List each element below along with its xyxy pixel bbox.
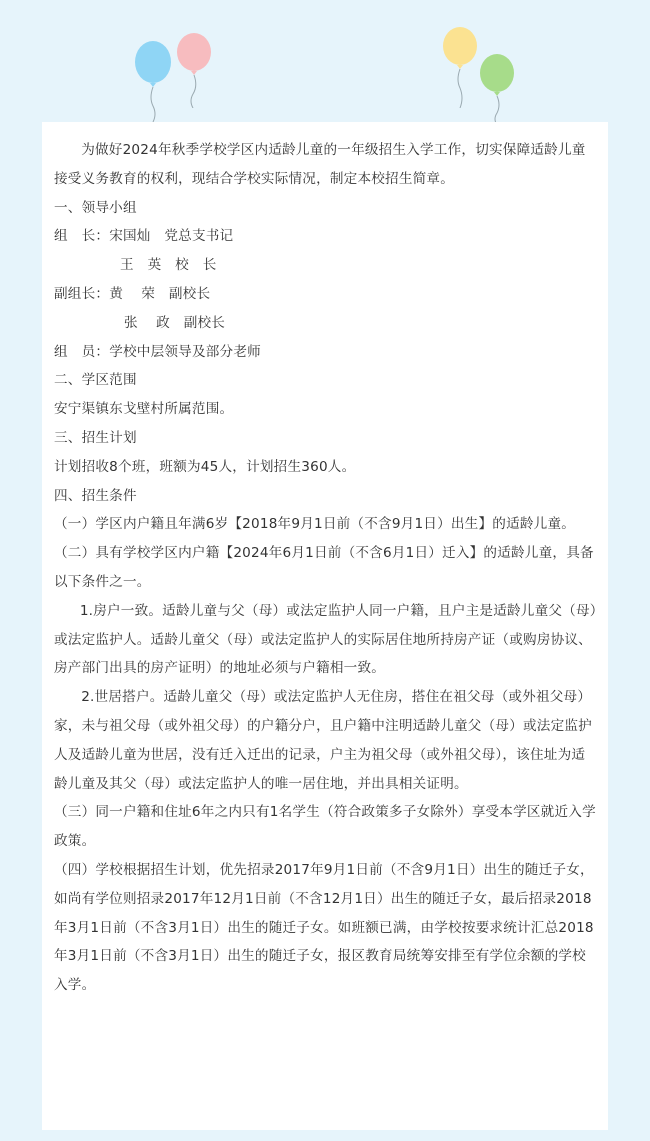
section-2-title: 二、学区范围	[54, 372, 137, 389]
members: 学校中层领导及部分老师	[109, 343, 261, 360]
section-3-text: 计划招收8个班，班额为45人，计划招生360人。	[54, 458, 356, 475]
section-1-title: 一、领导小组	[54, 199, 137, 216]
green-balloon-icon	[477, 53, 517, 125]
leader-1: 宋国灿 党总支书记	[109, 228, 234, 245]
yellow-balloon-icon	[440, 26, 480, 108]
balloon-decoration	[0, 0, 650, 125]
deputy-2: 张 政 副校长	[124, 314, 226, 331]
content-card	[42, 122, 608, 1130]
deputy-row	[54, 280, 598, 309]
article-body	[54, 136, 598, 1000]
deputy-label: 副组长：	[54, 285, 110, 302]
members-label: 组 员：	[54, 343, 110, 360]
intro-paragraph: 为做好2024年秋季学校学区内适龄儿童的一年级招生入学工作，切实保障适龄儿童接受义务教育的权利，现结合学校实际情况，制定本校招生简章。	[54, 142, 586, 187]
section-4-item-4: （四）学校根据招生计划，优先招录2017年9月1日前（不含9月1日）出生的随迁子女，如尚有学位则招录2017年12月1日前（不含12月1日）出生的随迁子女，最后招录2018年3月1日前（不含3月1日）出生的随迁子女。如班额已满，由学校按要求统计汇总2018年3月1日前（不含3月1日）出生的随迁子女，报区教育局统筹安排至有学位余额的学校入学。	[54, 861, 594, 994]
section-4-sub-1: 1.房户一致。适龄儿童与父（母）或法定监护人同一户籍，且户主是适龄儿童父（母）或法定监护人。适龄儿童父（母）或法定监护人的实际居住地所持房产证（或购房协议、房产部门出具的房产证明）的地址必须与户籍相一致。	[54, 602, 597, 677]
pink-balloon-icon	[174, 32, 214, 108]
section-4-title: 四、招生条件	[54, 487, 137, 504]
blue-balloon-icon	[133, 40, 173, 122]
section-4-item-1: （一）学区内户籍且年满6岁【2018年9月1日前（不含9月1日）出生】的适龄儿童。	[54, 516, 576, 533]
deputy-1: 黄 荣 副校长	[109, 285, 211, 302]
section-2-text: 安宁渠镇东戈壁村所属范围。	[54, 401, 234, 418]
section-4-item-2: （二）具有学校学区内户籍【2024年6月1日前（不含6月1日）迁入】的适龄儿童，具备以下条件之一。	[54, 545, 594, 590]
leader-row	[54, 222, 598, 251]
leader-2: 王 英 校 长	[120, 257, 217, 274]
leader-label: 组 长：	[54, 228, 110, 245]
section-4-sub-2: 2.世居搭户。适龄儿童父（母）或法定监护人无住房，搭住在祖父母（或外祖父母）家，未与祖父母（或外祖父母）的户籍分户，且户籍中注明适龄儿童父（母）或法定监护人及适龄儿童为世居，没有迁入迁出的记录，户主为祖父母（或外祖父母），该住址为适龄儿童及其父（母）或法定监护人的唯一居住地，并出具相关证明。	[54, 689, 592, 792]
section-3-title: 三、招生计划	[54, 429, 137, 446]
members-row	[54, 338, 598, 367]
section-4-item-3: （三）同一户籍和住址6年之内只有1名学生（符合政策多子女除外）享受本学区就近入学政策。	[54, 804, 596, 850]
